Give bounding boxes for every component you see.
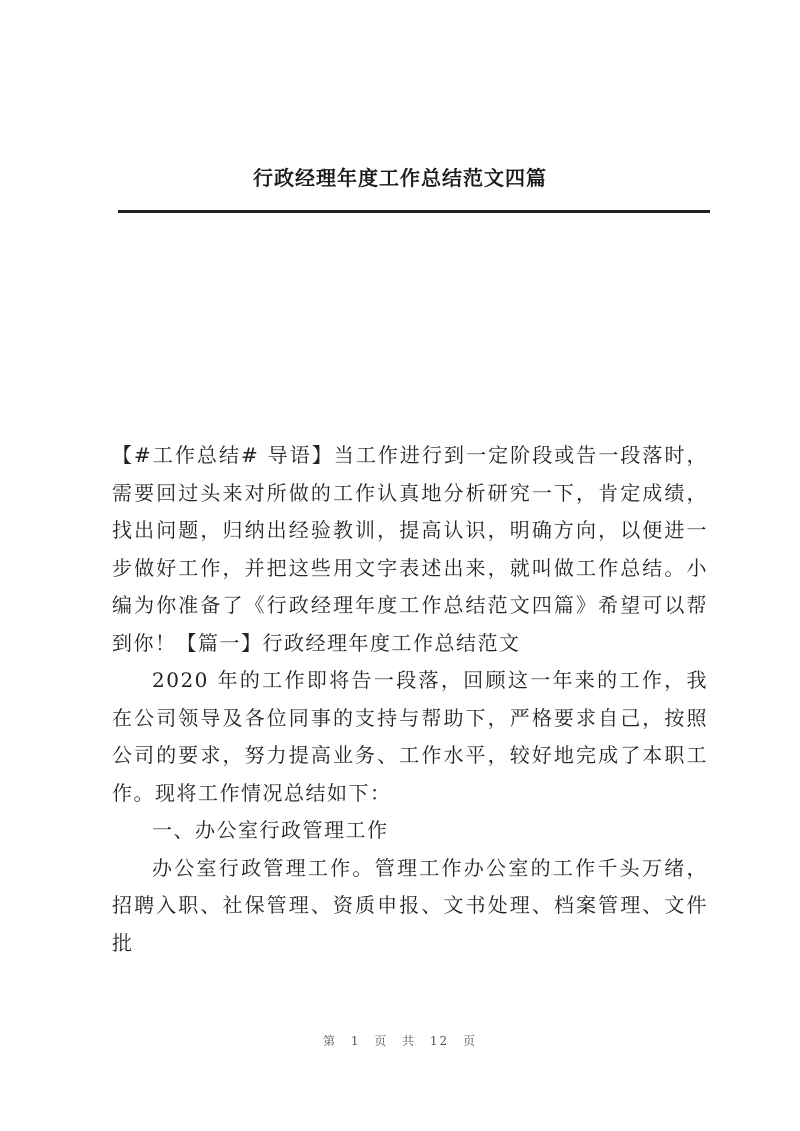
body-paragraph: 2020 年的工作即将告一段落，回顾这一年来的工作，我在公司领导及各位同事的支持与帮助下，严格要求自己，按照公司的要求，努力提高业务、工作水平，较好地完成了本职工作。现将工作情况总结如下： <box>112 668 708 805</box>
title-divider <box>118 210 710 213</box>
section-heading: 一、办公室行政管理工作 <box>152 818 389 842</box>
body-paragraph: 办公室行政管理工作。管理工作办公室的工作千头万绪，招聘入职、社保管理、资质申报、文书处理、档案管理、文件批 <box>112 855 708 955</box>
intro-paragraph: 【#工作总结# 导语】当工作进行到一定阶段或告一段落时，需要回过头来对所做的工作认真地分析研究一下，肯定成绩，找出问题，归纳出经验教训，提高认识，明确方向，以便进一步做好工作，并把这些用文字表述出来，就叫做工作总结。小编为你准备了《行政经理年度工作总结范文四篇》希望可以帮到你！【篇一】行政经理年度工作总结范文 <box>112 443 708 655</box>
document-title: 行政经理年度工作总结范文四篇 <box>253 166 547 190</box>
document-body <box>112 437 708 962</box>
page-footer: 第 1 页 共 12 页 <box>323 1034 477 1048</box>
